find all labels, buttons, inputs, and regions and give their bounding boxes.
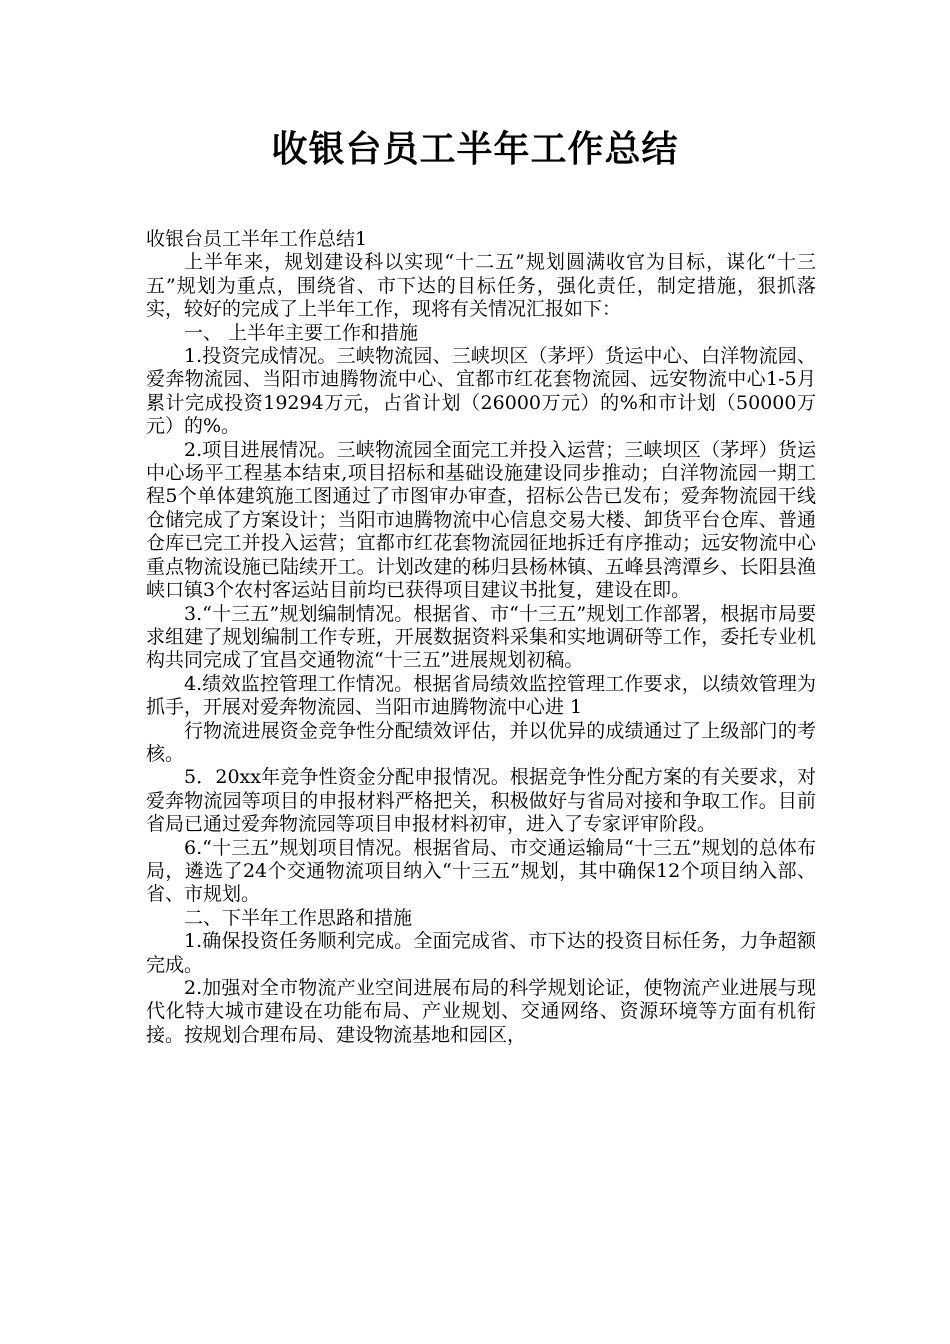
paragraph: 二、下半年工作思路和措施 bbox=[184, 906, 413, 929]
document-title: 收银台员工半年工作总结 bbox=[271, 129, 679, 170]
paragraph: 4.绩效监控管理工作情况。根据省局绩效监控管理工作要求，以绩效管理为抓手，开展对爱奔物流园、当阳市迪腾物流中心进 1 bbox=[146, 672, 816, 719]
paragraph: 1.确保投资任务顺利完成。全面完成省、市下达的投资目标任务，力争超额完成。 bbox=[146, 930, 816, 976]
paragraph: 5．20xx年竞争性资金分配申报情况。根据竞争性分配方案的有关要求，对爱奔物流园等项目的申报材料严格把关，积极做好与省局对接和争取工作。目前省局已通过爱奔物流园等项目申报材料初审，进入了专家评审阶段。 bbox=[146, 766, 816, 836]
paragraph: 上半年来，规划建设科以实现“十二五”规划圆满收官为目标，谋化“十三五”规划为重点，围绕省、市下达的目标任务，强化责任，制定措施，狠抓落实，较好的完成了上半年工作，现将有关情况汇报如下： bbox=[146, 251, 816, 321]
paragraph: 2.加强对全市物流产业空间进展布局的科学规划论证，使物流产业进展与现代化特大城市建设在功能布局、产业规划、交通网络、资源环境等方面有机衔接。按规划合理布局、建设物流基地和园区， bbox=[146, 977, 816, 1046]
paragraph: 1.投资完成情况。三峡物流园、三峡坝区（茅坪）货运中心、白洋物流园、爱奔物流园、当阳市迪腾物流中心、宜都市红花套物流园、远安物流中心1-5月累计完成投资19294万元，占省计划（26000万元）的%和市计划（50000万元）的%。 bbox=[146, 345, 816, 438]
paragraph: 3.“十三五”规划编制情况。根据省、市“十三五”规划工作部署，根据市局要求组建了规划编制工作专班，开展数据资料采集和实地调研等工作，委托专业机构共同完成了宜昌交通物流“十三五”进展规划初稿。 bbox=[146, 602, 816, 672]
paragraph: 2.项目进展情况。三峡物流园全面完工并投入运营；三峡坝区（茅坪）货运中心场平工程基本结束,项目招标和基础设施建设同步推动；白洋物流园一期工程5个单体建筑施工图通过了市图审办审查，招标公告已发布；爱奔物流园干线仓储完成了方案设计；当阳市迪腾物流中心信息交易大楼、卸货平台仓库、普通仓库已完工并投入运营；宜都市红花套物流园征地拆迁有序推动；远安物流中心重点物流设施已陆续开工。计划改建的秭归县杨林镇、五峰县湾潭乡、长阳县渔峡口镇3个农村客运站目前均已获得项目建议书批复，建设在即。 bbox=[146, 438, 816, 602]
paragraph: 行物流进展资金竞争性分配绩效评估，并以优异的成绩通过了上级部门的考核。 bbox=[146, 719, 816, 765]
paragraph: 一、 上半年主要工作和措施 bbox=[184, 321, 419, 344]
paragraph: 6.“十三五”规划项目情况。根据省局、市交通运输局“十三五”规划的总体布局，遴选了24个交通物流项目纳入“十三五”规划，其中确保12个项目纳入部、省、市规划。 bbox=[146, 836, 816, 906]
section-heading: 收银台员工半年工作总结1 bbox=[146, 228, 368, 250]
document-body bbox=[146, 228, 816, 1047]
